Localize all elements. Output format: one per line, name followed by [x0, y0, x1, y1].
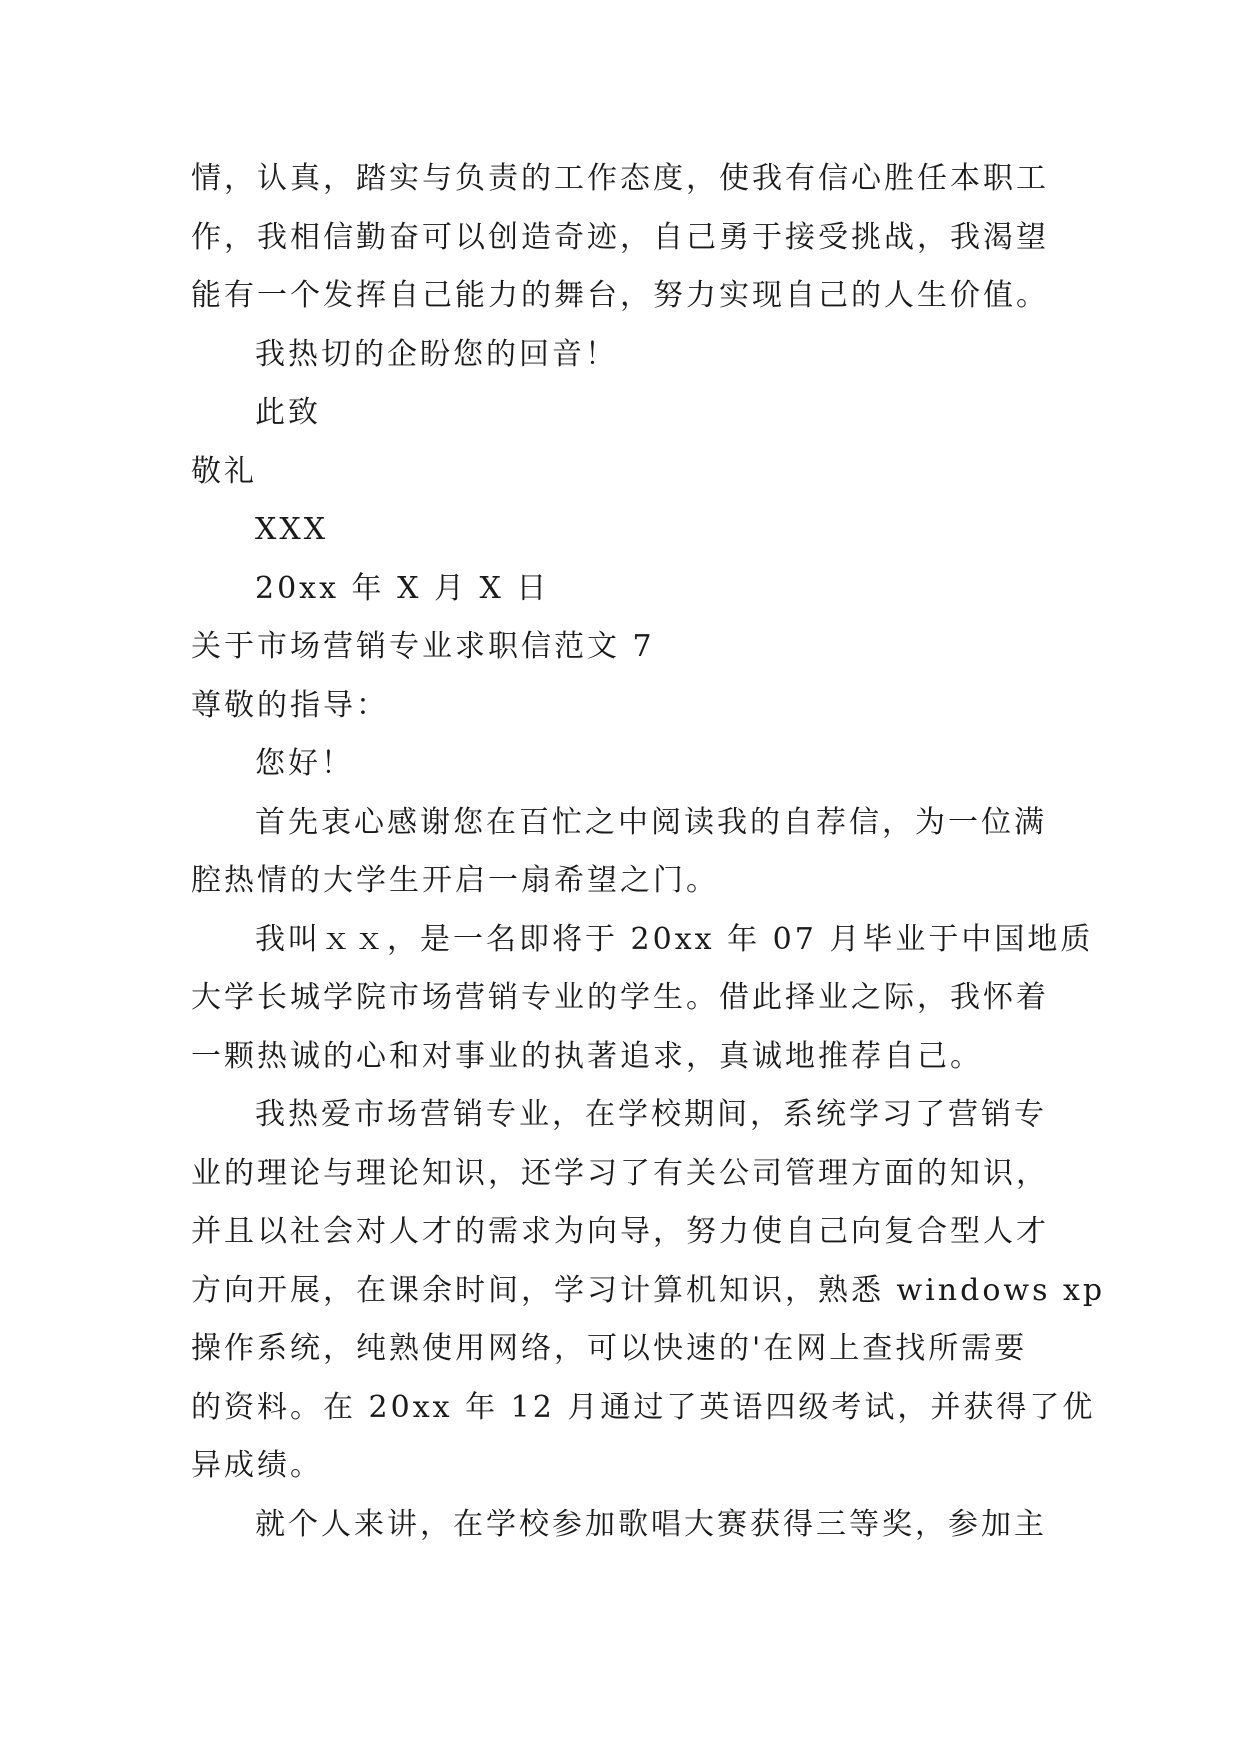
text-line: 我叫ｘｘ，是一名即将于 20xx 年 07 月毕业于中国地质: [255, 921, 1094, 957]
text-line: 情，认真，踏实与负责的工作态度，使我有信心胜任本职工: [191, 161, 1049, 196]
text-line: 的资料。在 20xx 年 12 月通过了英语四级考试，并获得了优: [191, 1389, 1096, 1425]
text-line: 操作系统，纯熟使用网络，可以快速的'在网上查找所需要: [191, 1331, 1028, 1366]
greeting-addressee: 尊敬的指导：: [191, 687, 389, 723]
signature-date: 20xx 年 X 月 X 日: [255, 570, 550, 606]
salutation-regards: 敬礼: [191, 453, 257, 489]
letter-body: [191, 150, 1106, 1554]
section-title: 关于市场营销专业求职信范文 7: [191, 629, 655, 664]
text-line: 业的理论与理论知识，还学习了有关公司管理方面的知识，: [191, 1155, 1049, 1191]
text-line: 一颗热诚的心和对事业的执著追求，真诚地推荐自己。: [191, 1038, 983, 1074]
text-line: 作，我相信勤奋可以创造奇迹，自己勇于接受挑战，我渴望: [191, 219, 1049, 255]
text-line: 我热爱市场营销专业，在学校期间，系统学习了营销专: [255, 1097, 1047, 1132]
closing-line: 我热切的企盼您的回音！: [255, 336, 618, 372]
text-line: 异成绩。: [191, 1448, 323, 1483]
text-line: 腔热情的大学生开启一扇希望之门。: [191, 863, 719, 898]
text-line: 并且以社会对人才的需求为向导，努力使自己向复合型人才: [191, 1214, 1049, 1249]
signature-name: XXX: [255, 512, 329, 547]
greeting: 您好！: [255, 746, 354, 781]
text-line: 大学长城学院市场营销专业的学生。借此择业之际，我怀着: [191, 980, 1049, 1015]
text-line: 就个人来讲，在学校参加歌唱大赛获得三等奖，参加主: [255, 1506, 1047, 1542]
text-line: 方向开展，在课余时间，学习计算机知识，熟悉 windows xp: [191, 1272, 1106, 1308]
text-line: 能有一个发挥自己能力的舞台，努力实现自己的人生价值。: [191, 278, 1049, 313]
text-line: 首先衷心感谢您在百忙之中阅读我的自荐信，为一位满: [255, 804, 1047, 840]
salutation-closing: 此致: [255, 395, 321, 430]
